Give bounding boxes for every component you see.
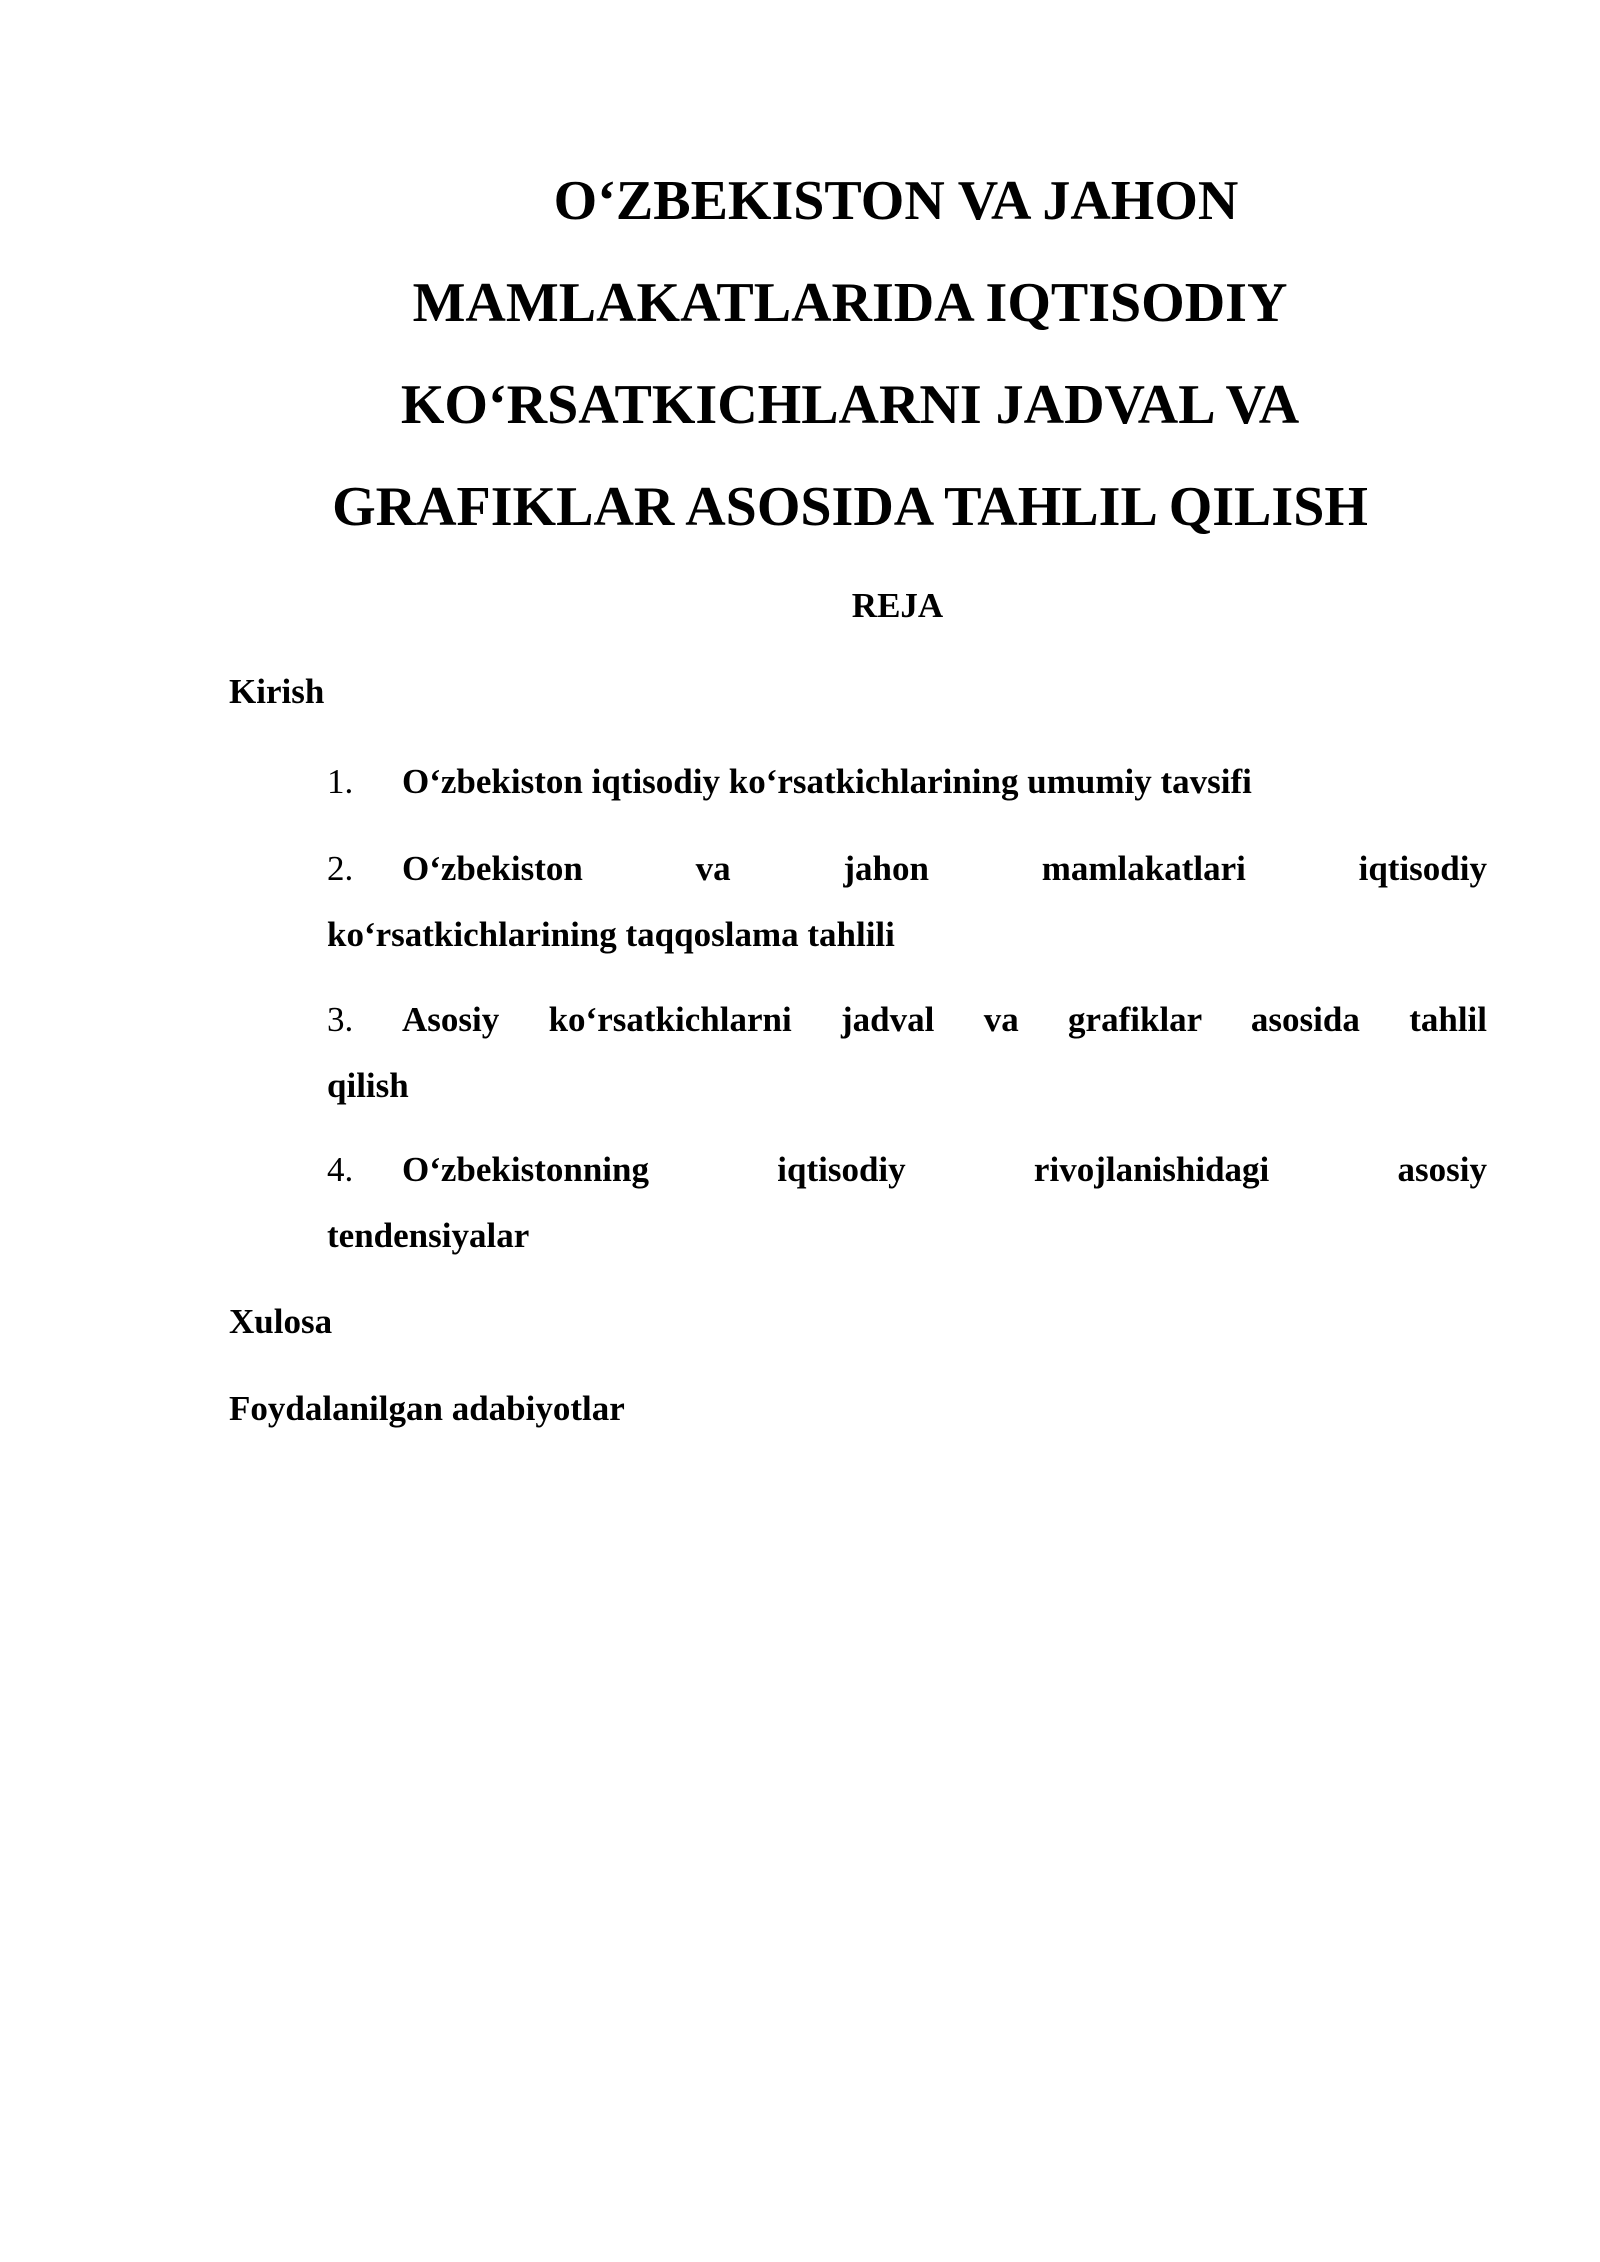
plan-item xyxy=(327,1137,1487,1269)
plan-item-text: O‘zbekiston iqtisodiy ko‘rsatkichlarining umumiy tavsifi xyxy=(402,762,1252,801)
plan-item-number: 1. xyxy=(327,762,354,801)
document-title xyxy=(300,150,1400,558)
plan-item-text: Asosiy ko‘rsatkichlarni jadval va grafiklar asosida tahlil xyxy=(402,1000,1487,1039)
intro-heading: Kirish xyxy=(229,672,325,711)
plan-item-continuation: tendensiyalar xyxy=(327,1216,530,1255)
plan-item-continuation: ko‘rsatkichlarining taqqoslama tahlili xyxy=(327,915,895,954)
title-line: MAMLAKATLARIDA IQTISODIY xyxy=(412,272,1288,334)
plan-heading: REJA xyxy=(851,586,944,625)
plan-item-number: 4. xyxy=(327,1150,354,1189)
conclusion-heading: Xulosa xyxy=(229,1302,333,1341)
plan-item-text: O‘zbekiston va jahon mamlakatlari iqtisodiy xyxy=(402,849,1487,888)
title-line: GRAFIKLAR ASOSIDA TAHLIL QILISH xyxy=(332,476,1368,538)
plan-item xyxy=(327,987,1487,1119)
plan-item xyxy=(327,836,1487,968)
title-line: KO‘RSATKICHLARNI JADVAL VA xyxy=(400,374,1300,436)
plan-item xyxy=(327,749,1487,815)
title-line: O‘ZBEKISTON VA JAHON xyxy=(553,170,1239,232)
plan-item-text: O‘zbekistonning iqtisodiy rivojlanishidagi asosiy xyxy=(402,1150,1487,1189)
references-heading: Foydalanilgan adabiyotlar xyxy=(229,1389,625,1428)
plan-item-number: 2. xyxy=(327,849,354,888)
plan-item-number: 3. xyxy=(327,1000,354,1039)
plan-item-continuation: qilish xyxy=(327,1066,409,1105)
